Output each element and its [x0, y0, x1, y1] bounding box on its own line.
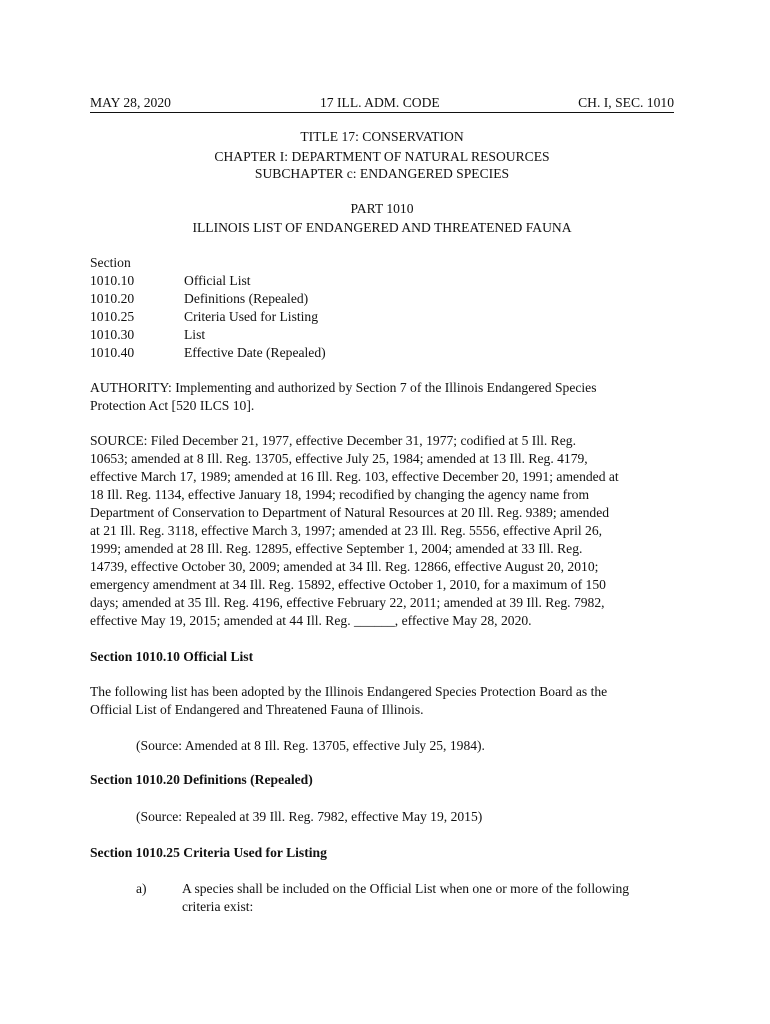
source-line: emergency amendment at 34 Ill. Reg. 15892, effective October 1, 2010, for a maximum of 150 [90, 577, 606, 592]
section-1010-10-body [90, 683, 682, 719]
list-item-line: A species shall be included on the Official List when one or more of the following [182, 881, 630, 896]
section-1010-20-heading: Section 1010.20 Definitions (Repealed) [90, 772, 313, 787]
toc-item-title: List [184, 327, 206, 342]
source-paragraph [90, 432, 682, 630]
toc-item[interactable] [90, 290, 682, 308]
subchapter-line: SUBCHAPTER c: ENDANGERED SPECIES [254, 166, 510, 181]
authority-paragraph [90, 379, 682, 415]
list-item-text [182, 880, 682, 916]
list-item-line: criteria exist: [182, 899, 254, 914]
section-1010-10-source-note: (Source: Amended at 8 Ill. Reg. 13705, effective July 25, 1984). [136, 738, 485, 753]
list-item-label: a) [136, 881, 147, 896]
toc-heading: Section [90, 255, 131, 270]
toc-item[interactable] [90, 326, 682, 344]
toc-item-number: 1010.20 [90, 291, 135, 306]
source-line: effective March 17, 1989; amended at 16 Ill. Reg. 103, effective December 20, 1991; amended at [90, 469, 619, 484]
section-1010-10-heading: Section 1010.10 Official List [90, 649, 254, 664]
source-line: at 21 Ill. Reg. 3118, effective March 3, 1997; amended at 23 Ill. Reg. 5556, effective April 26, [90, 523, 603, 538]
toc-item[interactable] [90, 272, 682, 290]
part-name-line: ILLINOIS LIST OF ENDANGERED AND THREATENED FAUNA [192, 220, 572, 235]
source-line: 14739, effective October 30, 2009; amended at 34 Ill. Reg. 12866, effective August 20, 2010; [90, 559, 599, 574]
source-line: SOURCE: Filed December 21, 1977, effective December 31, 1977; codified at 5 Ill. Reg. [90, 433, 576, 448]
toc-item-title: Official List [184, 273, 251, 288]
section-1010-20-source-note: (Source: Repealed at 39 Ill. Reg. 7982, effective May 19, 2015) [136, 809, 483, 824]
header-code: 17 ILL. ADM. CODE [320, 95, 440, 110]
part-line: PART 1010 [350, 201, 414, 216]
toc-item[interactable] [90, 344, 682, 362]
header-section: CH. I, SEC. 1010 [578, 95, 674, 110]
toc-item-number: 1010.40 [90, 345, 135, 360]
source-line: effective May 19, 2015; amended at 44 Ill. Reg. ______, effective May 28, 2020. [90, 613, 532, 628]
section-1010-25-heading: Section 1010.25 Criteria Used for Listing [90, 845, 327, 860]
table-of-contents [90, 254, 682, 362]
toc-item-number: 1010.25 [90, 309, 135, 324]
source-line: 10653; amended at 8 Ill. Reg. 13705, effective July 25, 1984; amended at 13 Ill. Reg. 4179, [90, 451, 588, 466]
toc-item-title: Criteria Used for Listing [184, 309, 319, 324]
toc-item-title: Definitions (Repealed) [184, 291, 309, 306]
toc-item-number: 1010.10 [90, 273, 135, 288]
authority-line: AUTHORITY: Implementing and authorized by Section 7 of the Illinois Endangered Species [90, 380, 597, 395]
toc-item-title: Effective Date (Repealed) [184, 345, 326, 360]
source-line: days; amended at 35 Ill. Reg. 4196, effective February 22, 2011; amended at 39 Ill. Reg. 7982, [90, 595, 605, 610]
toc-item[interactable] [90, 308, 682, 326]
chapter-line: CHAPTER I: DEPARTMENT OF NATURAL RESOURCES [214, 149, 550, 164]
page-header [90, 94, 674, 113]
toc-item-number: 1010.30 [90, 327, 135, 342]
title-line: TITLE 17: CONSERVATION [300, 129, 464, 144]
body-line: Official List of Endangered and Threatened Fauna of Illinois. [90, 702, 424, 717]
source-line: 18 Ill. Reg. 1134, effective January 18, 1994; recodified by changing the agency name from [90, 487, 590, 502]
source-line: 1999; amended at 28 Ill. Reg. 12895, effective September 1, 2004; amended at 33 Ill. Reg. [90, 541, 583, 556]
authority-line: Protection Act [520 ILCS 10]. [90, 398, 255, 413]
body-line: The following list has been adopted by the Illinois Endangered Species Protection Board as the [90, 684, 608, 699]
source-line: Department of Conservation to Department of Natural Resources at 20 Ill. Reg. 9389; amended [90, 505, 610, 520]
header-date: MAY 28, 2020 [90, 95, 171, 110]
